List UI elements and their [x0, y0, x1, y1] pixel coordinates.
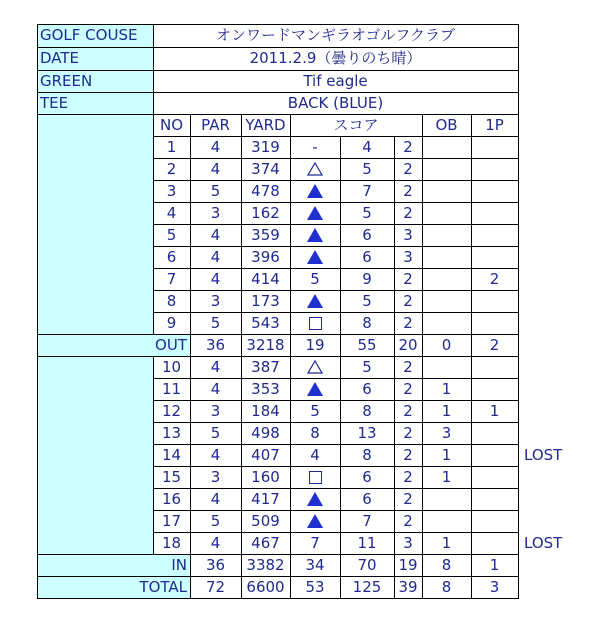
hole-mark	[290, 290, 340, 312]
grid-line	[153, 246, 519, 247]
hole-yard: 478	[251, 181, 280, 200]
grid-line	[153, 158, 519, 159]
grand-total-putts: 39	[398, 577, 418, 596]
filled-triangle-icon	[307, 294, 323, 308]
hole-putts: 3	[403, 533, 413, 552]
col-score-header: スコア	[333, 115, 379, 134]
grid-line	[241, 114, 242, 599]
hole-yard: 543	[251, 313, 280, 332]
hole-ob: 1	[441, 401, 452, 420]
in-total-putts: 19	[398, 555, 418, 574]
grid-line	[37, 70, 519, 71]
hole-number: 4	[166, 203, 177, 222]
grand-total-mark: 53	[305, 577, 325, 596]
hole-ob	[422, 180, 471, 202]
grid-line	[471, 114, 472, 599]
hole-number: 6	[166, 247, 177, 266]
hole-yard: 396	[251, 247, 280, 266]
hole-score: 5	[362, 291, 372, 310]
in-total-par: 36	[205, 555, 226, 574]
filled-triangle-icon	[307, 206, 323, 220]
hole-score: 5	[362, 203, 372, 222]
out-total-1p: 2	[489, 335, 500, 354]
hole-score: 8	[362, 445, 372, 464]
hole-yard: 359	[251, 225, 280, 244]
grid-line	[37, 47, 519, 48]
open-square-icon	[309, 471, 322, 484]
date-value: 2011.2.9（曇りのち晴）	[249, 49, 422, 67]
grid-line	[340, 136, 341, 599]
course-label: GOLF COUSE	[40, 26, 138, 44]
hole-putts: 2	[403, 379, 413, 398]
grand-total-1p: 3	[489, 577, 500, 596]
hole-par: 4	[210, 357, 221, 376]
hole-par: 3	[210, 291, 221, 310]
hole-par: 4	[210, 533, 221, 552]
hole-putts: 2	[403, 511, 413, 530]
hole-score: 5	[362, 357, 372, 376]
hole-1p	[471, 356, 518, 378]
filled-triangle-icon	[307, 228, 323, 242]
hole-score: 8	[362, 313, 372, 332]
hole-mark	[290, 312, 340, 334]
grid-line	[153, 466, 519, 467]
hole-putts: 2	[403, 423, 413, 442]
hole-par: 4	[210, 269, 221, 288]
hole-yard: 160	[251, 467, 280, 486]
out-total-label: OUT	[155, 335, 187, 354]
filled-triangle-icon	[307, 250, 323, 264]
hole-par: 4	[210, 445, 221, 464]
open-triangle-icon	[307, 360, 323, 374]
hole-number: 14	[161, 445, 182, 464]
hole-score: 7	[362, 181, 372, 200]
hole-number: 10	[161, 357, 182, 376]
hole-number: 17	[161, 511, 182, 530]
hole-number: 3	[166, 181, 177, 200]
in-total-yard: 3382	[246, 555, 285, 574]
col-1p-header: 1P	[485, 115, 504, 134]
hole-1p: 1	[489, 401, 500, 420]
hole-putts: 2	[403, 445, 413, 464]
out-total-mark: 19	[305, 335, 325, 354]
grid-line	[153, 312, 519, 313]
col-yard-header: YARD	[245, 115, 286, 134]
hole-1p	[471, 532, 518, 554]
hole-ob	[422, 136, 471, 158]
hole-putts: 2	[403, 489, 413, 508]
hole-mark: 4	[310, 445, 320, 464]
grid-line	[153, 356, 154, 555]
hole-yard: 319	[251, 137, 280, 156]
in-total-score: 70	[357, 555, 377, 574]
hole-mark	[290, 488, 340, 510]
hole-ob: 1	[441, 445, 452, 464]
hole-yard: 467	[251, 533, 280, 552]
open-triangle-icon	[307, 162, 323, 176]
grid-line	[37, 24, 38, 599]
hole-mark: 8	[310, 423, 320, 442]
hole-mark	[290, 356, 340, 378]
hole-par: 4	[210, 489, 221, 508]
out-total-yard: 3218	[246, 335, 285, 354]
hole-putts: 2	[403, 181, 413, 200]
hole-putts: 3	[403, 225, 413, 244]
col-no-header: NO	[159, 115, 184, 134]
hole-number: 18	[161, 533, 182, 552]
hole-number: 13	[161, 423, 182, 442]
date-label: DATE	[40, 49, 80, 67]
hole-ob: 1	[441, 533, 452, 552]
out-total-ob: 0	[441, 335, 452, 354]
hole-ob: 1	[441, 379, 452, 398]
hole-mark: 5	[310, 401, 320, 420]
hole-number: 12	[161, 401, 182, 420]
hole-putts: 2	[403, 269, 413, 288]
hole-par: 3	[210, 203, 221, 222]
hole-putts: 2	[403, 137, 413, 156]
hole-yard: 417	[251, 489, 280, 508]
course-value: オンワードマンギラオゴルフクラブ	[216, 26, 455, 44]
grid-line	[153, 400, 519, 401]
hole-note: LOST	[524, 533, 563, 552]
hole-score: 6	[362, 379, 372, 398]
back-nine-fill	[37, 356, 153, 554]
hole-number: 1	[166, 137, 177, 156]
grand-total-ob: 8	[441, 577, 452, 596]
hole-par: 3	[210, 401, 221, 420]
hole-mark: 7	[310, 533, 320, 552]
hole-score: 6	[362, 489, 372, 508]
hole-score: 4	[362, 137, 372, 156]
grid-line	[37, 554, 519, 555]
hole-mark	[290, 224, 340, 246]
hole-mark	[290, 202, 340, 224]
grid-line	[37, 598, 519, 599]
hole-ob	[422, 158, 471, 180]
hole-mark	[290, 246, 340, 268]
hole-number: 7	[166, 269, 177, 288]
hole-1p	[471, 246, 518, 268]
hole-1p	[471, 202, 518, 224]
hole-putts: 2	[403, 401, 413, 420]
hole-yard: 509	[251, 511, 280, 530]
hole-score: 9	[362, 269, 372, 288]
hole-par: 4	[210, 225, 221, 244]
grid-line	[153, 510, 519, 511]
grid-line	[153, 268, 519, 269]
hole-mark	[290, 466, 340, 488]
grid-line	[153, 488, 519, 489]
hole-ob	[422, 224, 471, 246]
grid-line	[422, 114, 423, 599]
grid-line	[153, 180, 519, 181]
hole-score: 6	[362, 467, 372, 486]
filled-triangle-icon	[307, 492, 323, 506]
grid-line	[37, 356, 519, 357]
hole-par: 5	[210, 423, 221, 442]
hole-mark	[290, 158, 340, 180]
open-square-icon	[309, 317, 322, 330]
grid-line	[153, 378, 519, 379]
hole-1p	[471, 180, 518, 202]
hole-1p	[471, 488, 518, 510]
hole-1p	[471, 466, 518, 488]
hole-1p	[471, 136, 518, 158]
col-par-header: PAR	[201, 115, 230, 134]
hole-yard: 162	[251, 203, 280, 222]
front-nine-fill	[37, 114, 153, 334]
hole-score: 7	[362, 511, 372, 530]
hole-number: 2	[166, 159, 177, 178]
hole-par: 5	[210, 181, 221, 200]
hole-1p	[471, 224, 518, 246]
hole-ob: 3	[441, 423, 452, 442]
col-ob-header: OB	[435, 115, 458, 134]
filled-triangle-icon	[307, 514, 323, 528]
hole-mark	[290, 180, 340, 202]
filled-triangle-icon	[307, 382, 323, 396]
hole-par: 4	[210, 247, 221, 266]
grid-line	[153, 24, 154, 115]
hole-mark: -	[312, 137, 318, 156]
in-total-ob: 8	[441, 555, 452, 574]
grid-line	[153, 136, 519, 137]
hole-ob	[422, 246, 471, 268]
hole-1p	[471, 444, 518, 466]
hole-par: 5	[210, 511, 221, 530]
hole-yard: 374	[251, 159, 280, 178]
hole-par: 5	[210, 313, 221, 332]
hole-1p: 2	[489, 269, 500, 288]
hole-score: 6	[362, 247, 372, 266]
filled-triangle-icon	[307, 184, 323, 198]
hole-1p	[471, 378, 518, 400]
hole-mark: 5	[310, 269, 320, 288]
hole-yard: 387	[251, 357, 280, 376]
hole-putts: 2	[403, 313, 413, 332]
green-label: GREEN	[40, 71, 93, 90]
in-total-label: IN	[171, 555, 187, 574]
hole-score: 5	[362, 159, 372, 178]
hole-putts: 2	[403, 203, 413, 222]
grid-line	[153, 224, 519, 225]
green-value: Tif eagle	[303, 71, 368, 90]
grid-line	[190, 114, 191, 599]
hole-ob	[422, 312, 471, 334]
hole-ob	[422, 290, 471, 312]
hole-putts: 3	[403, 247, 413, 266]
hole-1p	[471, 510, 518, 532]
in-total-1p: 1	[489, 555, 500, 574]
hole-score: 6	[362, 225, 372, 244]
grid-line	[153, 532, 519, 533]
hole-par: 4	[210, 137, 221, 156]
hole-mark	[290, 510, 340, 532]
hole-1p	[471, 312, 518, 334]
hole-yard: 184	[251, 401, 280, 420]
hole-yard: 353	[251, 379, 280, 398]
hole-mark	[290, 378, 340, 400]
hole-putts: 2	[403, 159, 413, 178]
hole-number: 8	[166, 291, 177, 310]
grid-line	[290, 114, 291, 599]
hole-ob: 1	[441, 467, 452, 486]
hole-putts: 2	[403, 291, 413, 310]
out-total-par: 36	[205, 335, 226, 354]
grid-line	[37, 92, 519, 93]
hole-ob	[422, 268, 471, 290]
hole-note: LOST	[524, 445, 563, 464]
grid-line	[153, 422, 519, 423]
grand-total-yard: 6600	[246, 577, 285, 596]
grid-line	[153, 290, 519, 291]
grand-total-par: 72	[205, 577, 226, 596]
hole-ob	[422, 202, 471, 224]
grid-line	[153, 444, 519, 445]
hole-score: 8	[362, 401, 372, 420]
tee-label: TEE	[40, 93, 69, 112]
hole-par: 4	[210, 159, 221, 178]
hole-yard: 407	[251, 445, 280, 464]
hole-ob	[422, 488, 471, 510]
hole-putts: 2	[403, 357, 413, 376]
grid-line	[394, 136, 395, 599]
hole-yard: 173	[251, 291, 280, 310]
hole-number: 11	[161, 379, 182, 398]
hole-yard: 498	[251, 423, 280, 442]
out-total-putts: 20	[398, 335, 418, 354]
grid-line	[37, 24, 519, 25]
hole-ob	[422, 356, 471, 378]
tee-value: BACK (BLUE)	[287, 93, 384, 112]
grid-line	[37, 334, 519, 335]
hole-1p	[471, 422, 518, 444]
grand-total-label: TOTAL	[139, 577, 187, 596]
grid-line	[153, 202, 519, 203]
grand-total-score: 125	[352, 577, 382, 596]
hole-putts: 2	[403, 467, 413, 486]
hole-1p	[471, 158, 518, 180]
hole-yard: 414	[251, 269, 280, 288]
hole-number: 5	[166, 225, 177, 244]
hole-score: 13	[357, 423, 377, 442]
in-total-mark: 34	[305, 555, 325, 574]
hole-par: 4	[210, 379, 221, 398]
hole-number: 16	[161, 489, 182, 508]
hole-number: 9	[166, 313, 177, 332]
grid-line	[37, 114, 519, 115]
hole-score: 11	[357, 533, 377, 552]
hole-1p	[471, 290, 518, 312]
grid-line	[37, 576, 519, 577]
hole-ob	[422, 510, 471, 532]
out-total-score: 55	[357, 335, 377, 354]
hole-par: 3	[210, 467, 221, 486]
hole-number: 15	[161, 467, 182, 486]
